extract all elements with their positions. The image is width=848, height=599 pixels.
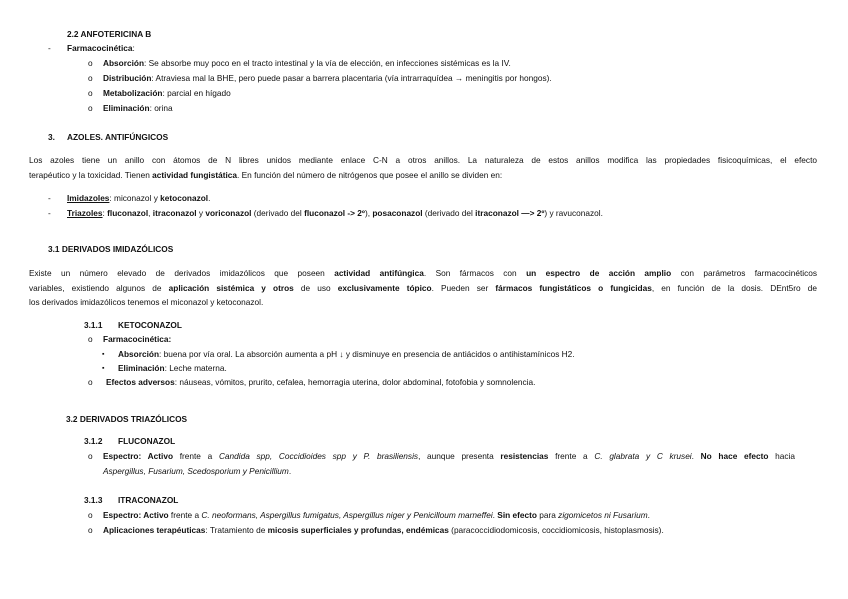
imidazoles-line: Imidazoles: miconazol y ketoconazol. xyxy=(67,193,211,203)
subsection-number: 3.1.1 xyxy=(84,320,103,330)
subsection-heading-ketoconazol: KETOCONAZOL xyxy=(118,320,182,330)
subsection-heading-fluconazol: FLUCONAZOL xyxy=(118,436,176,446)
circle-bullet: o xyxy=(88,525,93,535)
pk-heading: Farmacocinética: xyxy=(67,43,135,53)
azoles-intro-line-2: terapéutico y la toxicidad. Tienen actividad fungistática. En función del número de nitrógenos que posee el anillo se dividen en: xyxy=(29,170,503,180)
circle-bullet: o xyxy=(88,103,93,113)
imidazolicos-paragraph-line-3: los derivados imidazólicos tenemos el miconazol y ketoconazol. xyxy=(29,297,264,307)
keto-elimination-line: Eliminación: Leche materna. xyxy=(118,363,227,373)
keto-pk-heading: Farmacocinética: xyxy=(103,334,172,344)
section-number: 3. xyxy=(48,132,55,142)
metabolism-line: Metabolización: parcial en hígado xyxy=(103,88,231,98)
subsection-number: 3.1.3 xyxy=(84,495,103,505)
circle-bullet: o xyxy=(88,58,93,68)
subsection-heading-itraconazol: ITRACONAZOL xyxy=(118,495,179,505)
imidazolicos-paragraph-line-2: variables, existiendo algunos de aplicación sistémica y otros de uso exclusivamente tópico. Pueden ser fármacos fungistáticos o fungicidas, en función de la dosis. DEnt5ro de xyxy=(29,283,818,293)
triazoles-line: Triazoles: fluconazol, itraconazol y voriconazol (derivado del fluconazol -> 2º), posaconazol (derivado del itraconazol —> 2º) y ravuconazol. xyxy=(67,208,603,218)
absorption-line: Absorción: Se absorbe muy poco en el tracto intestinal y la vía de elección, en infecciones sistémicas es la IV. xyxy=(103,58,511,68)
keto-absorption-line: Absorción: buena por vía oral. La absorción aumenta a pH ↓ y disminuye en presencia de antiácidos o antihistamínicos H2. xyxy=(118,349,575,359)
fluco-spectrum-line-1: Espectro: Activo frente a Candida spp, Coccidioides spp y P. brasiliensis, aunque presenta resistencias frente a C. glabrata y C krusei. No hace efecto hacia xyxy=(103,451,795,461)
distribution-line: Distribución: Atraviesa mal la BHE, pero puede pasar a barrera placentaria (vía intrarraquídea → meningitis por hongos). xyxy=(103,73,552,83)
dash-bullet: - xyxy=(48,43,51,53)
square-bullet: ▪ xyxy=(102,351,105,358)
section-heading-anfotericina: 2.2 ANFOTERICINA B xyxy=(67,29,152,39)
circle-bullet: o xyxy=(88,73,93,83)
circle-bullet: o xyxy=(88,510,93,520)
dash-bullet: - xyxy=(48,208,51,218)
itra-applications-line: Aplicaciones terapéuticas: Tratamiento de micosis superficiales y profundas, endémicas (paracoccidiodomicosis, coccidiomicosis, histoplasmosis). xyxy=(103,525,664,535)
azoles-intro-line-1: Los azoles tiene un anillo con átomos de N libres unidos mediante enlace C-N a otros anillos. La naturaleza de estos anillos modifica las propiedades fisicoquímicas, el efecto xyxy=(29,155,817,165)
circle-bullet: o xyxy=(88,88,93,98)
keto-adverse-effects-line: Efectos adversos: náuseas, vómitos, prurito, cefalea, hemorragia uterina, dolor abdominal, fotofobia y somnolencia. xyxy=(106,377,536,387)
subsection-number: 3.1.2 xyxy=(84,436,103,446)
section-heading-azoles: AZOLES. ANTIFÚNGICOS xyxy=(67,132,169,142)
circle-bullet: o xyxy=(88,334,93,344)
itra-spectrum-line: Espectro: Activo frente a C. neoformans, Aspergillus fumigatus, Aspergillus niger y Penicilloum marneffei. Sin efecto para zigomicetos ni Fusarium. xyxy=(103,510,650,520)
elimination-line: Eliminación: orina xyxy=(103,103,173,113)
section-heading-imidazolicos: 3.1 DERIVADOS IMIDAZÓLICOS xyxy=(48,244,174,254)
dash-bullet: - xyxy=(48,193,51,203)
square-bullet: ▪ xyxy=(102,365,105,372)
imidazolicos-paragraph-line-1: Existe un número elevado de derivados imidazólicos que poseen actividad antifúngica. Son fármacos con un espectro de acción amplio con parámetros farmacocinéticos xyxy=(29,268,818,278)
fluco-spectrum-line-2: Aspergillus, Fusarium, Scedosporium y Penicillium. xyxy=(103,466,292,476)
circle-bullet: o xyxy=(88,377,93,387)
circle-bullet: o xyxy=(88,451,93,461)
section-heading-triazolicos: 3.2 DERIVADOS TRIAZÓLICOS xyxy=(66,414,188,424)
